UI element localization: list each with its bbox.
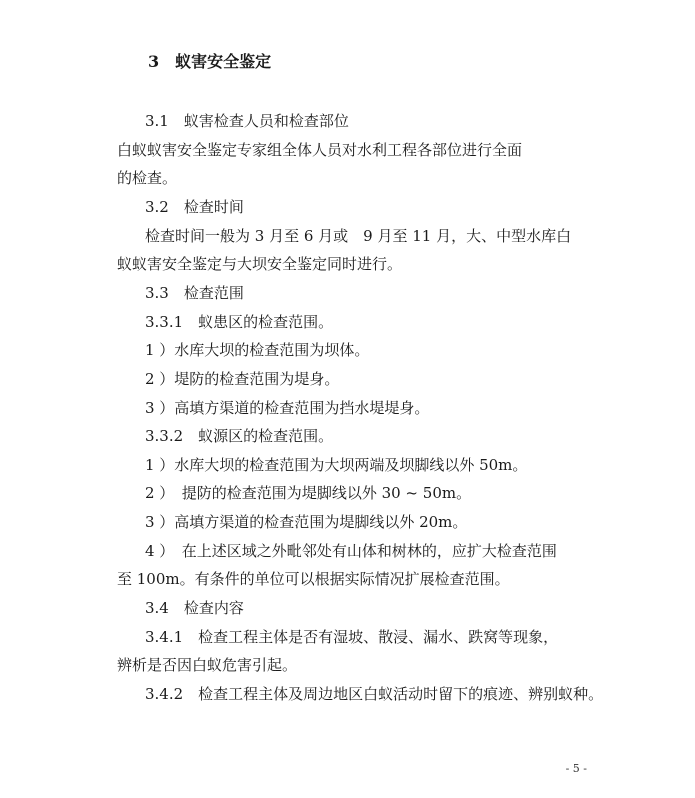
subsection-heading-3-3-1: 3.3.1 蚁患区的检查范围。	[145, 313, 334, 331]
chapter-title: 3 蚁害安全鉴定	[148, 52, 272, 71]
subsection-heading-3-4-2: 3.4.2 检查工程主体及周边地区白蚁活动时留下的痕迹、辨别蚁种。	[145, 685, 604, 703]
list-item: 3 ）高填方渠道的检查范围为挡水堤堤身。	[145, 399, 430, 417]
section-heading-3-3: 3.3 检查范围	[145, 284, 244, 302]
paragraph-line: 蚁蚁害安全鉴定与大坝安全鉴定同时进行。	[117, 255, 403, 273]
subsection-heading-3-4-1: 3.4.1 检查工程主体是否有湿坡、散浸、漏水、跌窝等现象，	[145, 628, 559, 646]
list-item: 4 ） 在上述区域之外毗邻处有山体和树林的，应扩大检查范围	[145, 542, 557, 560]
paragraph-line: 辨析是否因白蚁危害引起。	[117, 656, 298, 674]
section-heading-3-4: 3.4 检查内容	[145, 599, 244, 617]
paragraph-line: 白蚁蚁害安全鉴定专家组全体人员对水利工程各部位进行全面	[117, 141, 523, 159]
list-item: 1 ）水库大坝的检查范围为大坝两端及坝脚线以外 50m。	[145, 456, 528, 474]
list-item: 1 ）水库大坝的检查范围为坝体。	[145, 341, 370, 359]
section-heading-3-1: 3.1 蚁害检查人员和检查部位	[145, 112, 349, 130]
list-item: 3 ）高填方渠道的检查范围为堤脚线以外 20m。	[145, 513, 468, 531]
list-item: 2 ） 提防的检查范围为堤脚线以外 30 ~ 50m。	[145, 484, 472, 502]
section-heading-3-2: 3.2 检查时间	[145, 198, 244, 216]
list-item: 2 ）堤防的检查范围为堤身。	[145, 370, 340, 388]
paragraph-line: 检查时间一般为 3 月至 6 月或 9 月至 11 月，大、中型水库白	[145, 227, 572, 245]
paragraph-line: 至 100m。有条件的单位可以根据实际情况扩展检查范围。	[117, 570, 510, 588]
subsection-heading-3-3-2: 3.3.2 蚁源区的检查范围。	[145, 427, 334, 445]
page-number: - 5 -	[565, 762, 587, 775]
paragraph-line: 的检查。	[117, 169, 178, 187]
